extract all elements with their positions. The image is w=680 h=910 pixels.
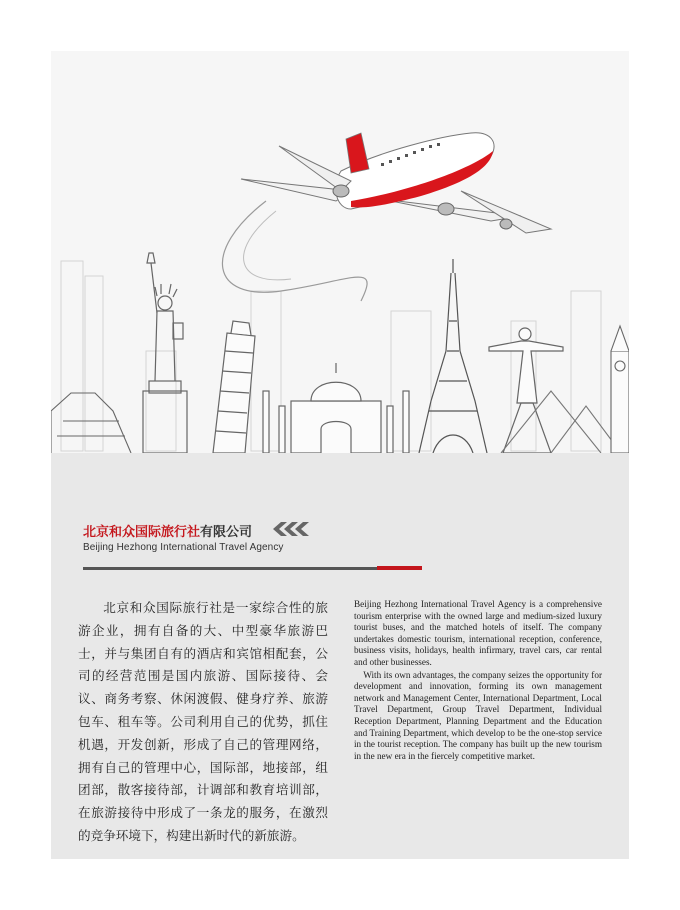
airplane-icon	[241, 133, 551, 233]
airplane-landmarks-illustration	[51, 51, 629, 453]
company-name-cn	[83, 521, 252, 540]
travel-illustration	[51, 51, 629, 453]
intro-text-cn	[78, 597, 328, 848]
mayan-pyramid-icon	[51, 393, 131, 453]
brochure-page	[51, 51, 629, 859]
christ-the-redeemer-icon	[489, 328, 563, 453]
intro-text-en	[354, 599, 602, 762]
eiffel-tower-icon	[419, 259, 487, 453]
big-ben-icon	[611, 326, 629, 453]
company-name-cn-red: 北京和众国际旅行社	[83, 525, 201, 540]
company-name-cn-dark: 有限公司	[200, 525, 253, 540]
double-chevron-left-icon	[273, 522, 309, 541]
company-name-en: Beijing Hezhong International Travel Agency	[83, 542, 284, 553]
intro-paragraph-en-2: With its own advantages, the company seizes the opportunity for development and innovation, forming its own management network and Management Center, International Department, Local Travel Department, Group Travel Department, Individual Reception Department, Planning Department and the Education and Training Department, which develop to be the one-stop service in the tourist reception. The company has built up the new tourism in the new era in the fiercely competitive market.	[354, 669, 602, 761]
title-divider	[83, 567, 377, 570]
title-divider-accent	[377, 566, 422, 570]
intro-paragraph-cn: 北京和众国际旅行社是一家综合性的旅游企业，拥有自备的大、中型豪华旅游巴士，并与集团自有的酒店和宾馆相配套，公司的经营范围是国内旅游、国际接待、会议、商务考察、休闲渡假、健身疗养、旅游包车、租车等。公司利用自己的优势，抓住机遇，开发创新，形成了自己的管理网络，拥有自己的管理中心，国际部，地接部，组团部，散客接待部，计调部和教育培训部，在旅游接待中形成了一条龙的服务，在激烈的竞争环境下，构建出新时代的新旅游。	[78, 600, 328, 843]
intro-paragraph-en-1: Beijing Hezhong International Travel Agency is a comprehensive tourism enterprise with the owned large and medium-sized luxury tourist buses, and the matched hotels of itself. The company undertakes domestic tourism, international reception, conference, business visits, holidays, health infirmary, travel cars, car rental and other businesses.	[354, 599, 602, 667]
taj-mahal-icon	[263, 363, 409, 453]
leaning-tower-icon	[213, 321, 255, 453]
statue-of-liberty-icon	[143, 253, 187, 453]
